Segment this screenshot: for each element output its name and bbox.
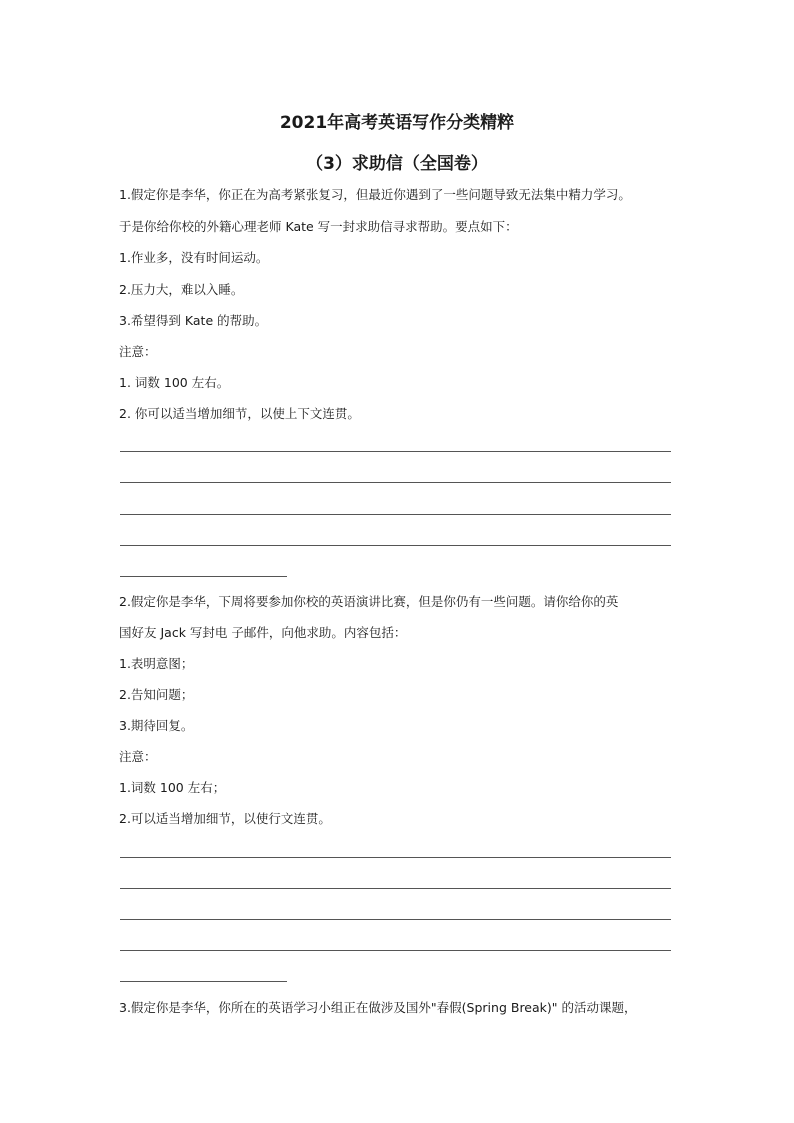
document-subtitle: （3）求助信（全国卷） — [306, 154, 488, 174]
q2-note-1: 1.词数 100 左右； — [119, 780, 226, 795]
q1-note-1: 1. 词数 100 左右。 — [119, 375, 230, 390]
answer-line — [120, 451, 671, 452]
answer-line — [120, 857, 671, 858]
answer-line — [120, 514, 671, 515]
document-title: 2021年高考英语写作分类精粹 — [279, 113, 515, 133]
q2-prompt-line-2: 国好友 Jack 写封电 子邮件，向他求助。内容包括： — [119, 625, 407, 640]
answer-line — [120, 919, 671, 920]
q1-point-2: 2.压力大，难以入睡。 — [119, 282, 244, 297]
q3-prompt-line-1: 3.假定你是李华，你所在的英语学习小组正在做涉及国外"春假(Spring Break)" 的活动课题， — [119, 1000, 637, 1015]
q2-note-heading: 注意： — [119, 749, 157, 764]
answer-line — [120, 950, 671, 951]
q2-point-3: 3.期待回复。 — [119, 718, 194, 733]
q1-prompt-line-2: 于是你给你校的外籍心理老师 Kate 写一封求助信寻求帮助。要点如下： — [119, 219, 518, 234]
q1-note-heading: 注意： — [119, 344, 157, 359]
answer-line — [120, 888, 671, 889]
q1-point-3: 3.希望得到 Kate 的帮助。 — [119, 313, 268, 328]
q1-point-1: 1.作业多，没有时间运动。 — [119, 250, 269, 265]
q2-point-1: 1.表明意图； — [119, 656, 194, 671]
answer-line — [120, 545, 671, 546]
answer-line-short — [120, 576, 287, 577]
q1-note-2: 2. 你可以适当增加细节，以使上下文连贯。 — [119, 406, 360, 421]
answer-line — [120, 482, 671, 483]
q2-point-2: 2.告知问题； — [119, 687, 194, 702]
q2-prompt-line-1: 2.假定你是李华，下周将要参加你校的英语演讲比赛，但是你仍有一些问题。请你给你的英 — [119, 594, 619, 609]
q1-prompt-line-1: 1.假定你是李华，你正在为高考紧张复习，但最近你遇到了一些问题导致无法集中精力学习。 — [119, 187, 631, 202]
q2-note-2: 2.可以适当增加细节，以使行文连贯。 — [119, 811, 331, 826]
answer-line-short — [120, 981, 287, 982]
